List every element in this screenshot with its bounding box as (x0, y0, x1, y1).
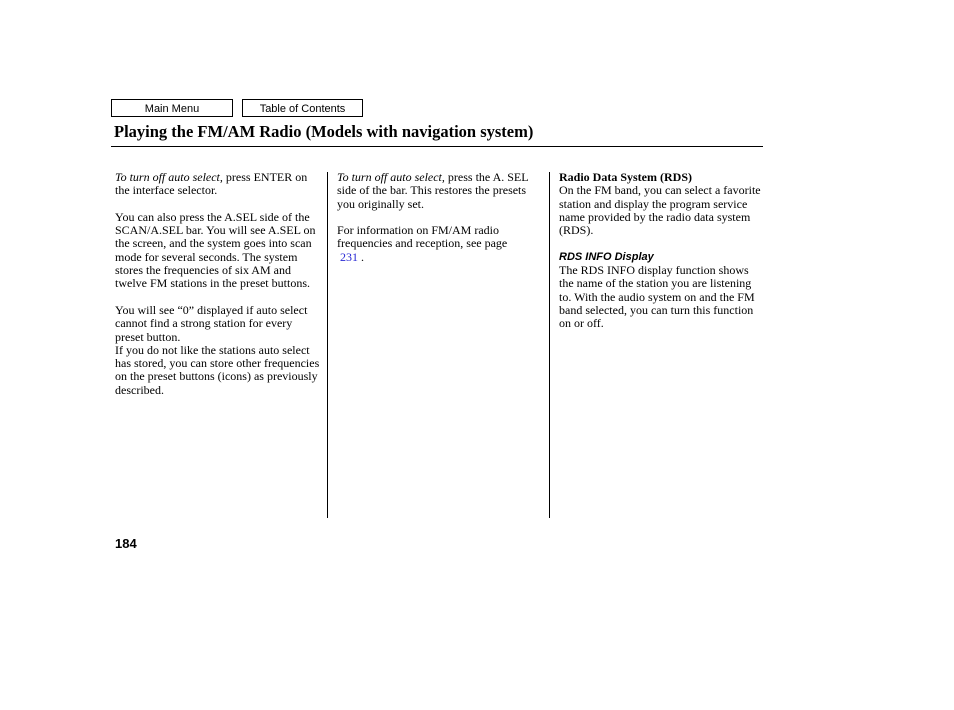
page-title: Playing the FM/AM Radio (Models with navigation system) (114, 122, 534, 141)
reception-info-text: For information on FM/AM radio frequencies and reception, see page (337, 223, 508, 251)
page-231-link[interactable]: 231 (340, 249, 358, 264)
auto-select-off-lead: To turn off auto select, (337, 170, 445, 184)
column-divider (549, 172, 550, 518)
zero-display-paragraph: You will see “0” displayed if auto select cannot find a strong station for every preset button. (115, 302, 308, 344)
rds-paragraph: On the FM band, you can select a favorite station and display the program service name provided by the radio data system (RDS). (559, 183, 761, 238)
auto-select-off-paragraph (115, 171, 323, 198)
auto-select-off-text: press ENTER on the interface selector. (115, 170, 308, 198)
reception-info-paragraph (337, 224, 542, 264)
title-divider (111, 146, 763, 147)
store-frequencies-paragraph: If you do not like the stations auto select has stored, you can store other frequencies on the preset buttons (icons) as previously described. (115, 342, 320, 397)
asel-paragraph: You can also press the A.SEL side of the SCAN/A.SEL bar. You will see A.SEL on the screen, and the system goes into scan mode for several seconds. The system stores the frequencies of six AM and twelve FM stations in the preset buttons. (115, 209, 316, 291)
restore-presets-text: press the A. SEL side of the bar. This restores the presets you originally set. (337, 170, 529, 211)
page-number: 184 (115, 536, 137, 551)
restore-presets-paragraph (337, 171, 542, 211)
column-2 (337, 171, 542, 277)
rds-info-paragraph: The RDS INFO display function shows the name of the station you are listening to. With the audio system on and the FM band selected, you can turn this function on or off. (559, 263, 755, 331)
auto-select-off-lead: To turn off auto select, (115, 170, 223, 184)
table-of-contents-button[interactable]: Table of Contents (242, 99, 363, 117)
column-1 (115, 171, 323, 410)
rds-info-display-heading: RDS INFO Display (559, 250, 654, 263)
column-divider (327, 172, 328, 518)
main-menu-button[interactable]: Main Menu (111, 99, 233, 117)
rds-heading: Radio Data System (RDS) (559, 170, 692, 184)
column-3 (559, 171, 765, 344)
reception-info-end: . (358, 249, 364, 264)
